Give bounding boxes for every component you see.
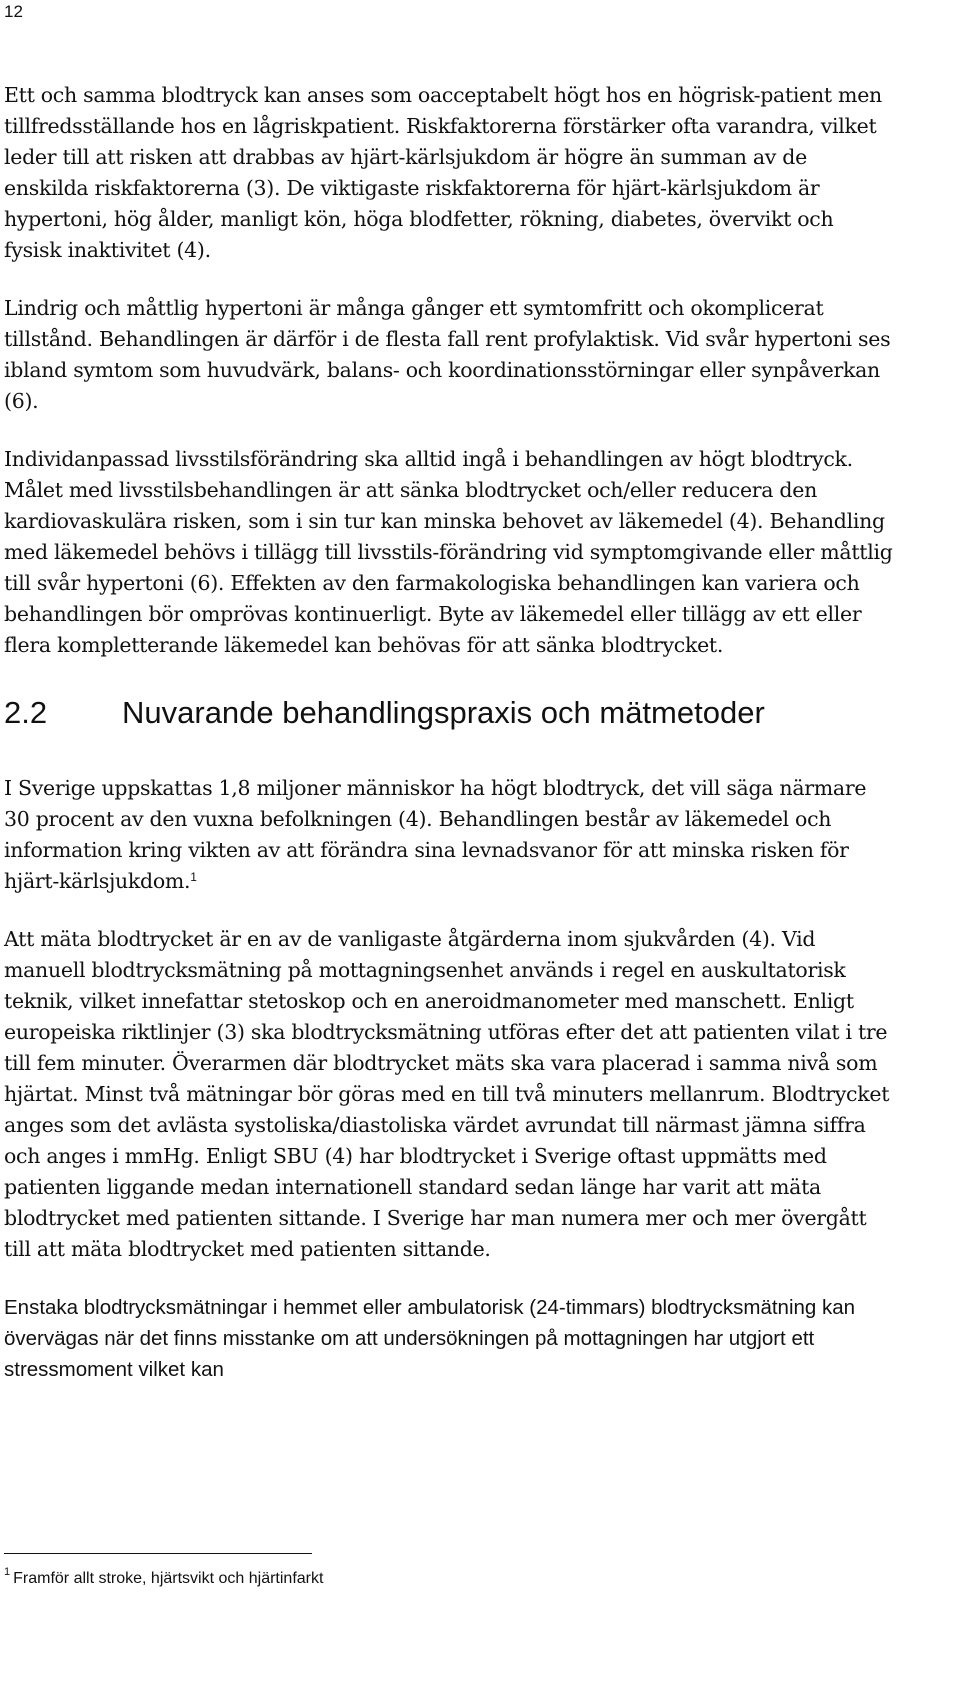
footnote-reference: 1 xyxy=(190,870,197,884)
footnote-separator xyxy=(4,1553,312,1554)
section-heading xyxy=(4,693,894,733)
section-number: 2.2 xyxy=(4,695,48,730)
section-title: Nuvarande behandlingspraxis och mätmetoder xyxy=(122,695,765,730)
paragraph-lifestyle-treatment: Individanpassad livsstilsförändring ska alltid ingå i behandlingen av högt blodtryck. Målet med livsstilsbehandlingen är att sänka blodtrycket och/eller reducera den kardiovaskulära risken, som i sin tur kan minska behovet av läkemedel (4). Behandling med läkemedel behövs i tillägg till livsstils-förändring vid symptomgivande eller måttlig till svår hypertoni (6). Effekten av den farmakologiska behandlingen kan variera och behandlingen bör omprövas kontinuerligt. Byte av läkemedel eller tillägg av ett eller flera kompletterande läkemedel kan behövas för att sänka blodtrycket. xyxy=(4,447,893,657)
footnote-marker: 1 xyxy=(4,1566,11,1578)
paragraph-risk-factors: Ett och samma blodtryck kan anses som oacceptabelt högt hos en högrisk-patient men tillfredsställande hos en lågriskpatient. Riskfaktorerna förstärker ofta varandra, vilket leder till att risken att drabbas av hjärt-kärlsjukdom är högre än summan av de enskilda riskfaktorerna (3). De viktigaste riskfaktorerna för hjärt-kärlsjukdom är hypertoni, hög ålder, manligt kön, höga blodfetter, rökning, diabetes, övervikt och fysisk inaktivitet (4). xyxy=(4,83,882,262)
page-number: 12 xyxy=(4,2,23,21)
paragraph-measurement: Att mäta blodtrycket är en av de vanligaste åtgärderna inom sjukvården (4). Vid manuell blodtrycksmätning på mottagningsenhet används i regel en auskultatorisk teknik, vilket innefattar stetoskop och en aneroidmanometer med manschett. Enligt europeiska riktlinjer (3) ska blodtrycksmätning utföras efter det att patienten vilat i tre till fem minuter. Överarmen där blodtrycket mäts ska vara placerad i samma nivå som hjärtat. Minst två mätningar bör göras med en till två minuters mellanrum. Blodtrycket anges som det avlästa systoliska/diastoliska värdet avrundat till närmast jämna siffra och anges i mmHg. Enligt SBU (4) har blodtrycket i Sverige oftast uppmätts med patienten liggande medan internationell standard sedan länge har varit att mäta blodtrycket med patienten sittande. I Sverige har man numera mer och mer övergått till att mäta blodtrycket med patienten sittande. xyxy=(4,927,890,1261)
footnote xyxy=(4,1568,323,1590)
paragraph-prevalence xyxy=(4,773,894,897)
paragraph-home-measurement: Enstaka blodtrycksmätningar i hemmet eller ambulatorisk (24-timmars) blodtrycksmätning kan övervägas när det finns misstanke om att undersökningen på mottagningen har utgjort ett stressmoment vilket kan xyxy=(4,1296,856,1381)
body-text xyxy=(4,80,894,1385)
paragraph-prevalence-text: I Sverige uppskattas 1,8 miljoner människor ha högt blodtryck, det vill säga närmare 30 procent av den vuxna befolkningen (4). Behandlingen består av läkemedel och information kring vikten av att förändra sina levnadsvanor för att minska risken för hjärt-kärlsjukdom. xyxy=(4,776,867,893)
footnote-text: Framför allt stroke, hjärtsvikt och hjärtinfarkt xyxy=(13,1570,324,1587)
paragraph-mild-hypertension: Lindrig och måttlig hypertoni är många gånger ett symtomfritt och okomplicerat tillstånd. Behandlingen är därför i de flesta fall rent profylaktisk. Vid svår hypertoni ses ibland symtom som huvudvärk, balans- och koordinationsstörningar eller synpåverkan (6). xyxy=(4,296,891,413)
